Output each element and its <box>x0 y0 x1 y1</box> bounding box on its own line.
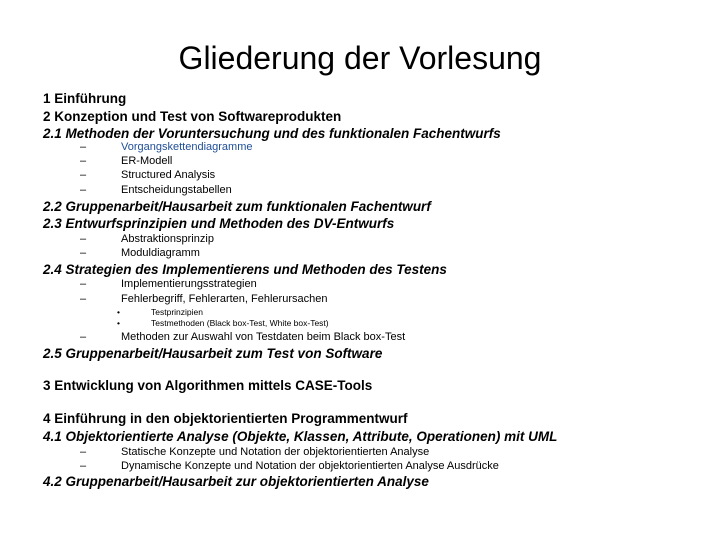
dash-marker: – <box>80 331 87 343</box>
list-item-text: Implementierungsstrategien <box>121 278 257 290</box>
list-item-text: Vorgangskettendiagramme <box>121 141 253 153</box>
dash-marker: – <box>80 169 87 181</box>
heading-4-2: 4.2 Gruppenarbeit/Hausarbeit zur objektorientierten Analyse <box>43 474 429 489</box>
page-title: Gliederung der Vorlesung <box>178 40 542 76</box>
bullet-marker: • <box>117 307 120 317</box>
heading-1: 1 Einführung <box>43 91 127 106</box>
heading-4: 4 Einführung in den objektorientierten Programmentwurf <box>43 411 408 426</box>
heading-2: 2 Konzeption und Test von Softwareprodukten <box>43 109 342 124</box>
list-item-text: Statische Konzepte und Notation der objektorientierten Analyse <box>121 446 430 458</box>
list-item-text: Methoden zur Auswahl von Testdaten beim Black box-Test <box>121 331 406 343</box>
dash-marker: – <box>80 247 87 259</box>
sub-list-item-text: Testprinzipien <box>151 307 203 317</box>
dash-marker: – <box>80 141 87 153</box>
bullet-marker: • <box>117 318 120 328</box>
list-item-text: Dynamische Konzepte und Notation der objektorientierten Analyse Ausdrücke <box>121 460 499 472</box>
dash-marker: – <box>80 155 87 167</box>
list-item-text: Moduldiagramm <box>121 247 200 259</box>
dash-marker: – <box>80 278 87 290</box>
heading-3: 3 Entwicklung von Algorithmen mittels CASE-Tools <box>43 378 373 393</box>
dash-marker: – <box>80 460 87 472</box>
list-item-text: Fehlerbegriff, Fehlerarten, Fehlerursachen <box>121 293 328 305</box>
list-item-text: ER-Modell <box>121 155 173 167</box>
dash-marker: – <box>80 233 87 245</box>
dash-marker: – <box>80 293 87 305</box>
heading-2-5: 2.5 Gruppenarbeit/Hausarbeit zum Test von Software <box>43 346 383 361</box>
list-item-text: Structured Analysis <box>121 169 216 181</box>
heading-2-2: 2.2 Gruppenarbeit/Hausarbeit zum funktionalen Fachentwurf <box>43 199 431 214</box>
heading-4-1: 4.1 Objektorientierte Analyse (Objekte, Klassen, Attribute, Operationen) mit UML <box>43 429 558 444</box>
heading-2-4: 2.4 Strategien des Implementierens und Methoden des Testens <box>43 262 447 277</box>
list-item-text: Abstraktionsprinzip <box>121 233 214 245</box>
dash-marker: – <box>80 446 87 458</box>
sub-list-item-text: Testmethoden (Black box-Test, White box-Test) <box>151 318 329 328</box>
dash-marker: – <box>80 184 87 196</box>
heading-2-3: 2.3 Entwurfsprinzipien und Methoden des DV-Entwurfs <box>43 216 395 231</box>
heading-2-1: 2.1 Methoden der Voruntersuchung und des funktionalen Fachentwurfs <box>43 126 501 141</box>
list-item-text: Entscheidungstabellen <box>121 184 232 196</box>
